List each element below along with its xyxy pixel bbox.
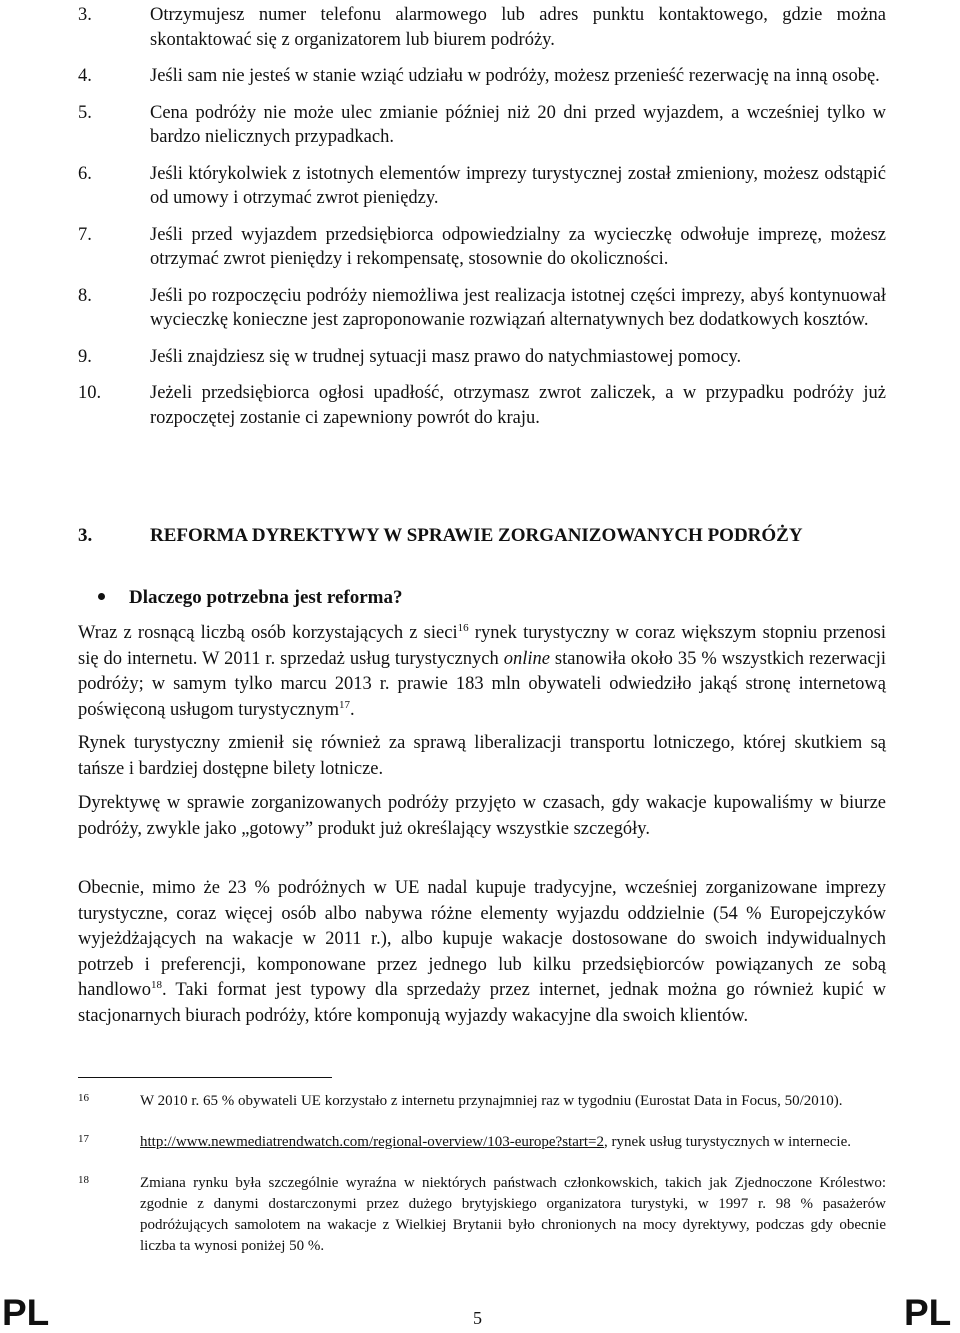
paragraph: Obecnie, mimo że 23 % podróżnych w UE nadal kupuje tradycyjne, wcześniej zorganizowane imprezy turystyczne, coraz więcej osób albo nabywa różne elementy wyjazdu oddzielnie (54 % Europejczyków wyjeżdżających na wakacje w 2011 r.), albo kupuje wakacje dostosowane do swoich indywidualnych potrzeb i preferencji, komponowane przez jednego lub kilku przedsiębiorców powiązanych ze sobą handlowo$^{18}$. Taki format jest typowy dla sprzedaży przez internet, jednak można go również kupić w stacjonarnych biurach podróży, które komponują wyjazdy wakacyjne dla swoich klientów. <box>78 878 886 1026</box>
list-item-text: Cena podróży nie może ulec zmianie później niż 20 dni przed wyjazdem, a wcześniej tylko w bardzo nielicznych przypadkach. <box>150 102 886 147</box>
footnote-link[interactable]: http://www.newmediatrendwatch.com/regional-overview/103-europe?start=2 <box>140 1134 604 1150</box>
section-number: 3. <box>78 525 93 546</box>
list-item-text: Jeśli znajdziesz się w trudnej sytuacji masz prawo do natychmiastowej pomocy. <box>150 346 742 367</box>
section-heading <box>78 523 886 548</box>
list-item <box>78 101 886 150</box>
footnote <box>78 1091 886 1112</box>
list-item-number: 9. <box>78 346 92 367</box>
paragraph: Rynek turystyczny zmienił się również za sprawą liberalizacji transportu lotniczego, której skutkiem są tańsze i bardziej dostępne bilety lotnicze. <box>78 733 886 779</box>
list-item <box>78 223 886 272</box>
footnote-ref[interactable]: 18 <box>150 978 162 991</box>
bullet-text: Dlaczego potrzebna jest reforma? <box>129 587 403 608</box>
list-item-text: Jeśli sam nie jesteś w stanie wziąć udziału w podróży, możesz przenieść rezerwację na inną osobę. <box>150 66 880 86</box>
footer-language-right: PL <box>904 1292 952 1333</box>
footer-language-left: PL <box>2 1292 50 1333</box>
page-number: 5 <box>473 1308 482 1328</box>
footnote-ref[interactable]: 17 <box>339 698 351 711</box>
list-item-number: 4. <box>78 66 92 86</box>
list-item <box>78 162 886 211</box>
numbered-list <box>78 0 886 430</box>
footnote-text: , rynek usług turystycznych w internecie. <box>604 1134 852 1150</box>
list-item-number: 8. <box>78 285 92 306</box>
list-item-text: Otrzymujesz numer telefonu alarmowego lub adres punktu kontaktowego, gdzie można skontaktować się z organizatorem lub biurem podróży. <box>150 5 886 50</box>
footnote-text: W 2010 r. 65 % obywateli UE korzystało z internetu przynajmniej raz w tygodniu (Eurostat Data in Focus, 50/2010). <box>140 1093 843 1109</box>
footnote-number: 16 <box>78 1092 89 1104</box>
footnote-number: 17 <box>78 1133 89 1145</box>
footnote <box>78 1132 886 1153</box>
list-item-text: Jeżeli przedsiębiorca ogłosi upadłość, otrzymasz zwrot zaliczek, a w przypadku podróży już rozpoczętej zostanie ci zapewniony powrót do kraju. <box>150 383 886 428</box>
paragraph: Wraz z rosnącą liczbą osób korzystających z sieci$^{16}$ rynek turystyczny w coraz większym stopniu przenosi się do internetu. W 2011 r. sprzedaż usług turystycznych online stanowiła około 35 % wszystkich rezerwacji podróży; w samym tylko marcu 2013 r. prawie 183 mln obywateli odwiedziło jakąś stronę internetową poświęconą usługom turystycznym$^{17}$. <box>78 621 886 720</box>
list-item-text: Jeśli po rozpoczęciu podróży niemożliwa jest realizacja istotnej części imprezy, abyś kontynuował wycieczkę konieczne jest zaproponowanie rozwiązań alternatywnych bez dodatkowych kosztów. <box>150 285 886 330</box>
list-item-text: Jeśli którykolwiek z istotnych elementów imprezy turystycznej został zmieniony, możesz odstąpić od umowy i otrzymać zwrot pieniędzy. <box>150 163 886 208</box>
list-item-number: 10. <box>78 383 102 403</box>
list-item-number: 6. <box>78 163 92 184</box>
footnote-divider <box>78 1077 332 1078</box>
list-item <box>78 3 886 52</box>
list-item-text: Jeśli przed wyjazdem przedsiębiorca odpowiedzialny za wycieczkę odwołuje imprezę, możesz otrzymać zwrot pieniędzy i rekompensatę, stosownie do okoliczności. <box>150 224 886 269</box>
section-title: REFORMA DYREKTYWY W SPRAWIE ZORGANIZOWANYCH PODRÓŻY <box>150 525 803 546</box>
footnote-number: 18 <box>78 1174 89 1186</box>
list-item <box>78 381 886 430</box>
footnote <box>78 1173 886 1257</box>
bullet-heading <box>98 587 402 609</box>
footnote-ref[interactable]: 16 <box>457 621 469 634</box>
list-item-number: 5. <box>78 102 92 123</box>
paragraph: Dyrektywę w sprawie zorganizowanych podróży przyjęto w czasach, gdy wakacje kupowaliśmy w biurze podróży, zwykle jako „gotowy” produkt już określający wszystkie szczegóły. <box>78 793 886 839</box>
list-item <box>78 64 886 89</box>
list-item-number: 3. <box>78 5 92 25</box>
bullet-icon <box>98 593 105 600</box>
list-item <box>78 345 886 370</box>
list-item <box>78 284 886 333</box>
list-item-number: 7. <box>78 224 92 245</box>
footnote-text: Zmiana rynku była szczególnie wyraźna w niektórych państwach członkowskich, takich jak Zjednoczone Królestwo: zgodnie z danymi dostarczonymi przez dużego brytyjskiego organizatora turystyki, w 1997 r. 98 % pasażerów podróżujących samolotem na wakacje z Wielkiej Brytanii było chronionych na mocy dyrektywy, podczas gdy obecnie liczba ta wynosi poniżej 50 %. <box>140 1175 886 1254</box>
